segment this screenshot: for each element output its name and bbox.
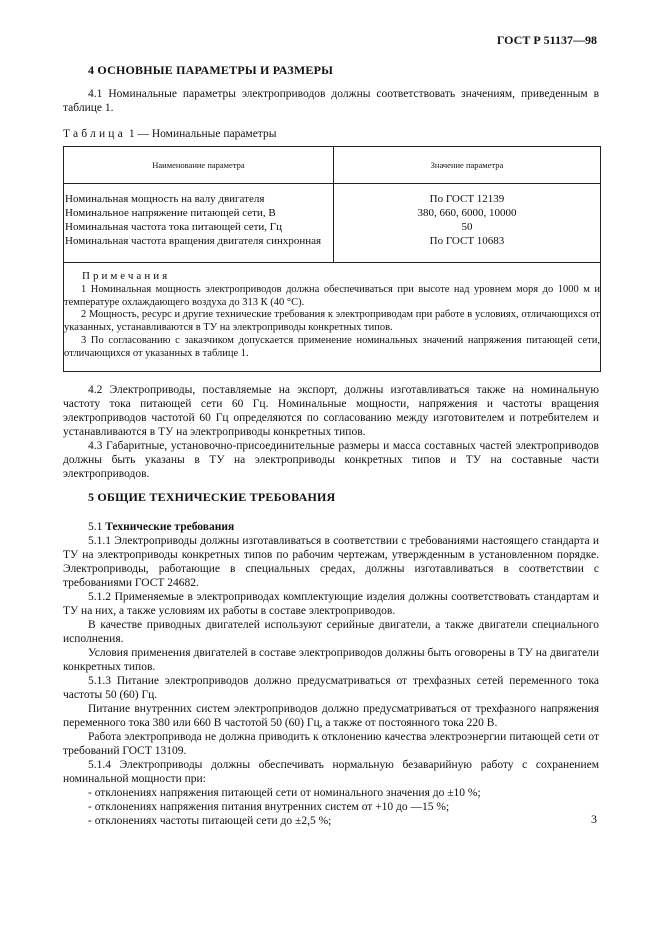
paragraph-4-2: 4.2 Электроприводы, поставляемые на экспорт, должны изготавливаться также на номинальную частоту тока питающей сети 60 Гц. Номинальные мощности, напряжения и частоты вращения электроприводов частотой 60 Гц определяются по согласованию между изготовителем и потребителем и устанавливаются в ТУ на электроприводы конкретных типов.: [63, 384, 599, 438]
table-row: [64, 220, 601, 234]
note-item: [64, 335, 600, 360]
document-code: ГОСТ Р 51137—98: [496, 33, 597, 47]
param-name: Номинальная частота вращения двигателя синхронная: [64, 234, 334, 263]
notes-title: Примечания: [82, 270, 171, 282]
table-caption: [63, 127, 276, 141]
note-text: 3 По согласованию с заказчиком допускается применение номинальных значений напряжения питающей сети, отличающихся от указанных в таблице 1.: [64, 335, 600, 359]
table-notes: [63, 263, 601, 372]
section-5-body: [63, 520, 599, 828]
note-item: [64, 309, 600, 334]
paragraph-5-1-4: 5.1.4 Электроприводы должны обеспечивать нормальную безаварийную работу с сохранением номинальной мощности при:: [63, 759, 599, 785]
list-item: - отклонениях напряжения питания внутренних систем от +10 до —15 %;: [88, 801, 450, 813]
param-value: По ГОСТ 12139: [333, 184, 600, 207]
col-header-name: Наименование параметра: [64, 147, 334, 184]
page-number: 3: [591, 812, 597, 826]
parameters-table: [63, 146, 601, 263]
subsection-title: Технические требования: [105, 521, 235, 533]
table-row: [64, 184, 601, 207]
list-item: - отклонениях напряжения питающей сети от номинального значения до ±10 %;: [88, 787, 481, 799]
paragraph-5-1-2c: Условия применения двигателей в составе электроприводов должны быть оговорены в ТУ на двигатели конкретных типов.: [63, 647, 599, 673]
paragraph-4-1-text: 4.1 Номинальные параметры электроприводов должны соответствовать значениям, приведенным в таблице 1.: [63, 88, 599, 114]
table-caption-word: Таблица: [63, 128, 126, 140]
param-name: Номинальное напряжение питающей сети, В: [64, 206, 334, 220]
paragraph-5-1-3c: Работа электропривода не должна приводить к отклонению качества электроэнергии питающей сети от требований ГОСТ 13109.: [63, 731, 599, 757]
paragraph-5-1-2: 5.1.2 Применяемые в электроприводах комплектующие изделия должны соответствовать стандартам и ТУ на них, а также условиям их работы в составе электроприводов.: [63, 591, 599, 617]
section-4-title: 4 ОСНОВНЫЕ ПАРАМЕТРЫ И РАЗМЕРЫ: [88, 63, 334, 77]
subsection-5-1-heading: [63, 520, 599, 534]
list-item: - отклонениях частоты питающей сети до ±2,5 %;: [88, 815, 332, 827]
table-caption-rest: 1 — Номинальные параметры: [128, 128, 277, 140]
paragraph-5-1-3: 5.1.3 Питание электроприводов должно предусматриваться от трехфазных сетей переменного тока частоты 50 (60) Гц.: [63, 675, 599, 701]
param-value: 50: [333, 220, 600, 234]
table-row: [64, 206, 601, 220]
table-header-row: [64, 147, 601, 184]
paragraph-4-2-4-3: [63, 383, 599, 481]
note-text: 2 Мощность, ресурс и другие технические требования к электроприводам при работе в условиях, отличающихся от указанных, устанавливаются в ТУ на электроприводы конкретных типов.: [64, 309, 600, 333]
param-name: Номинальная частота тока питающей сети, Гц: [64, 220, 334, 234]
col-header-value: Значение параметра: [333, 147, 600, 184]
subsection-number: 5.1: [88, 521, 103, 533]
paragraph-5-1-3b: Питание внутренних систем электроприводов должно предусматриваться от трехфазного напряжения переменного тока 380 или 660 В частотой 50 (60) Гц, а также от постоянного тока 220 В.: [63, 703, 599, 729]
paragraph-5-1-1: 5.1.1 Электроприводы должны изготавливаться в соответствии с требованиями настоящего стандарта и ТУ на электроприводы конкретных типов по рабочим чертежам, утвержденным в установленном порядке. Электроприводы, работающие в специальных средах, должны изготавливаться в соответствии с требованиями ГОСТ 24682.: [63, 535, 599, 589]
param-value: 380, 660, 6000, 10000: [333, 206, 600, 220]
param-value: По ГОСТ 10683: [333, 234, 600, 263]
paragraph-5-1-2b: В качестве приводных двигателей используют серийные двигатели, а также двигатели специального исполнения.: [63, 619, 599, 645]
table-row: [64, 234, 601, 263]
paragraph-4-1: [63, 87, 599, 115]
note-item: [64, 284, 600, 309]
param-name: Номинальная мощность на валу двигателя: [64, 184, 334, 207]
section-5-title: 5 ОБЩИЕ ТЕХНИЧЕСКИЕ ТРЕБОВАНИЯ: [88, 490, 336, 504]
paragraph-4-3: 4.3 Габаритные, установочно-присоединительные размеры и масса составных частей электроприводов должны быть указаны в ТУ на электроприводы конкретных типов и ТУ на составные части электроприводов.: [63, 440, 599, 480]
note-text: 1 Номинальная мощность электроприводов должна обеспечиваться при высоте над уровнем моря до 1000 м и температуре охлаждающего воздуха до 313 К (40 °С).: [64, 284, 600, 308]
